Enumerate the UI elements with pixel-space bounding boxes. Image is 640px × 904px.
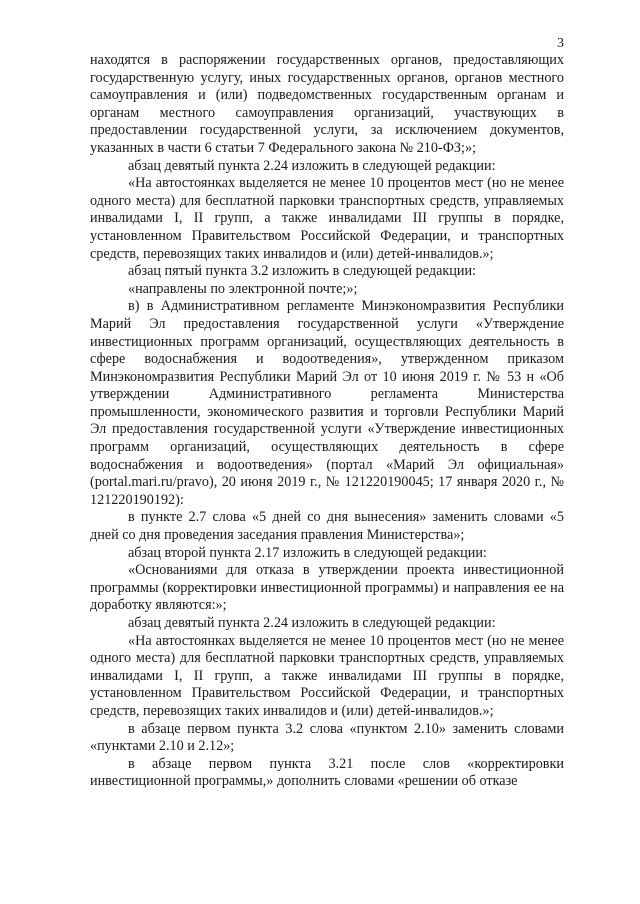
- document-body: [90, 52, 564, 791]
- page-number: 3: [557, 36, 564, 51]
- paragraph: «На автостоянках выделяется не менее 10 процентов мест (но не менее одного места) для бесплатной парковки транспортных средств, управляемых инвалидами I, II групп, а также инвалидами III группы в порядке, установленном Правительством Российской Федерации, и транспортных средств, перевозящих таких инвалидов и (или) детей-инвалидов.»;: [90, 632, 564, 719]
- paragraph: в) в Административном регламенте Минэкономразвития Республики Марий Эл предоставления государственной услуги «Утверждение инвестиционных программ организаций, осуществляющих деятельность в сфере водоснабжения и водоотведения», утвержденном приказом Минэкономразвития Республики Марий Эл от 10 июня 2019 г. № 53 н «Об утверждении Административного регламента Министерства промышленности, экономического развития и торговли Республики Марий Эл предоставления государственной услуги «Утверждение инвестиционных программ организаций, осуществляющих деятельность в сфере водоснабжения и водоотведения» (портал «Марий Эл официальная» (portal.mari.ru/pravo), 20 июня 2019 г., № 121220190045; 17 января 2020 г., № 121220190192):: [90, 298, 564, 508]
- paragraph: «На автостоянках выделяется не менее 10 процентов мест (но не менее одного места) для бесплатной парковки транспортных средств, управляемых инвалидами I, II групп, а также инвалидами III группы в порядке, установленном Правительством Российской Федерации, и транспортных средств, перевозящих таких инвалидов и (или) детей-инвалидов.»;: [90, 175, 564, 262]
- paragraph: в абзаце первом пункта 3.2 слова «пунктом 2.10» заменить словами «пунктами 2.10 и 2.12»;: [90, 720, 564, 755]
- paragraph: «Основаниями для отказа в утверждении проекта инвестиционной программы (корректировки инвестиционной программы) и направления ее на доработку являются:»;: [90, 562, 564, 614]
- paragraph: находятся в распоряжении государственных органов, предоставляющих государственную услугу, иных государственных органов, органов местного самоуправления и (или) подведомственных государственным органам и органам местного самоуправления организаций, участвующих в предоставлении государственной услуги, за исключением документов, указанных в части 6 статьи 7 Федерального закона № 210-ФЗ;»;: [90, 52, 564, 156]
- paragraph: абзац девятый пункта 2.24 изложить в следующей редакции:: [128, 157, 496, 174]
- paragraph: в абзаце первом пункта 3.21 после слов «корректировки инвестиционной программы,» дополнить словами «решении об отказе: [90, 755, 564, 790]
- paragraph: абзац девятый пункта 2.24 изложить в следующей редакции:: [128, 615, 496, 631]
- paragraph: в пункте 2.7 слова «5 дней со дня вынесения» заменить словами «5 дней со дня проведения заседания правления Министерства»;: [90, 509, 564, 544]
- paragraph: «направлены по электронной почте;»;: [128, 280, 358, 297]
- paragraph: абзац второй пункта 2.17 изложить в следующей редакции:: [128, 544, 487, 561]
- paragraph: абзац пятый пункта 3.2 изложить в следующей редакции:: [128, 263, 476, 280]
